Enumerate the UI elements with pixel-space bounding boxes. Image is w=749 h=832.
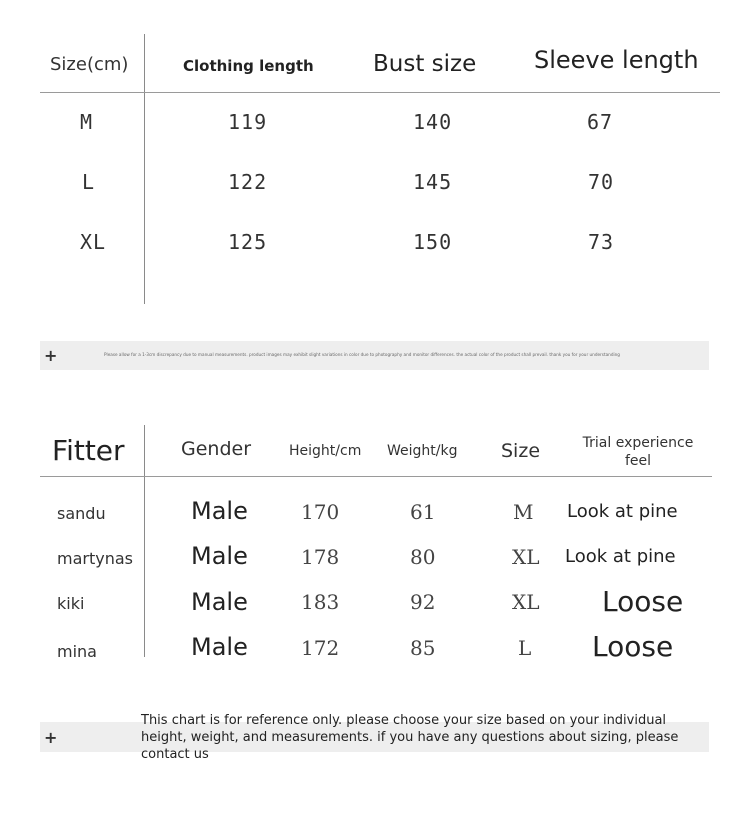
measurement-note-text: Please allow for a 1-3cm discrepancy due to manual measurements. product images may exhibit slight variations in color due to photography and monitor differences. the actual color of the product shall prevail. thank you for your understanding — [104, 352, 620, 357]
clothing-length-cell: 119 — [228, 110, 268, 134]
size-cell: M — [513, 500, 534, 524]
fitter-name: martynas — [57, 549, 133, 568]
height-cell: 172 — [301, 636, 340, 660]
gender-cell: Male — [191, 497, 248, 525]
reference-note-text: This chart is for reference only. please choose your size based on your individual height, weight, and measurements. if you have any questions about sizing, please contact us — [141, 713, 679, 762]
weight-cell: 92 — [410, 590, 436, 614]
size-header: Size — [501, 440, 541, 462]
plus-icon: + — [44, 346, 58, 365]
size-cell: L — [82, 170, 96, 194]
sleeve-length-header: Sleeve length — [534, 46, 699, 74]
size-cell: XL — [512, 590, 540, 614]
height-cell: 178 — [301, 545, 340, 569]
gender-header: Gender — [181, 438, 252, 460]
weight-cell: 80 — [410, 545, 436, 569]
size-cell: M — [80, 110, 94, 134]
clothing-length-cell: 125 — [228, 230, 268, 254]
height-cell: 183 — [301, 590, 340, 614]
size-header: Size(cm) — [50, 54, 129, 75]
fitter-name: sandu — [57, 504, 106, 523]
size-cell: L — [518, 636, 532, 660]
weight-cell: 61 — [410, 500, 436, 524]
bust-size-cell: 150 — [413, 230, 453, 254]
table-divider-vertical — [144, 34, 145, 304]
clothing-length-header: Clothing length — [183, 57, 314, 75]
sleeve-length-cell: 70 — [588, 170, 615, 194]
bust-size-cell: 145 — [413, 170, 453, 194]
bust-size-header: Bust size — [373, 51, 477, 77]
table-divider-vertical — [144, 425, 145, 657]
table-divider-horizontal — [40, 476, 712, 477]
table-divider-horizontal — [40, 92, 720, 93]
size-cell: XL — [512, 545, 540, 569]
trial-feel-cell: Look at pine — [565, 546, 676, 567]
fitter-name: mina — [57, 642, 97, 661]
weight-header: Weight/kg — [387, 443, 458, 459]
gender-cell: Male — [191, 633, 248, 661]
fitter-header: Fitter — [52, 434, 125, 467]
trial-feel-cell: Loose — [592, 630, 674, 663]
clothing-length-cell: 122 — [228, 170, 268, 194]
sleeve-length-cell: 73 — [588, 230, 615, 254]
trial-feel-header: Trial experience feel — [582, 435, 694, 469]
height-header: Height/cm — [289, 443, 362, 459]
weight-cell: 85 — [410, 636, 436, 660]
fitter-name: kiki — [57, 594, 85, 613]
gender-cell: Male — [191, 588, 248, 616]
gender-cell: Male — [191, 542, 248, 570]
sleeve-length-cell: 67 — [587, 110, 614, 134]
height-cell: 170 — [301, 500, 340, 524]
trial-feel-cell: Look at pine — [567, 501, 678, 522]
size-cell: XL — [80, 230, 107, 254]
trial-feel-cell: Loose — [602, 585, 684, 618]
plus-icon: + — [44, 728, 58, 747]
bust-size-cell: 140 — [413, 110, 453, 134]
